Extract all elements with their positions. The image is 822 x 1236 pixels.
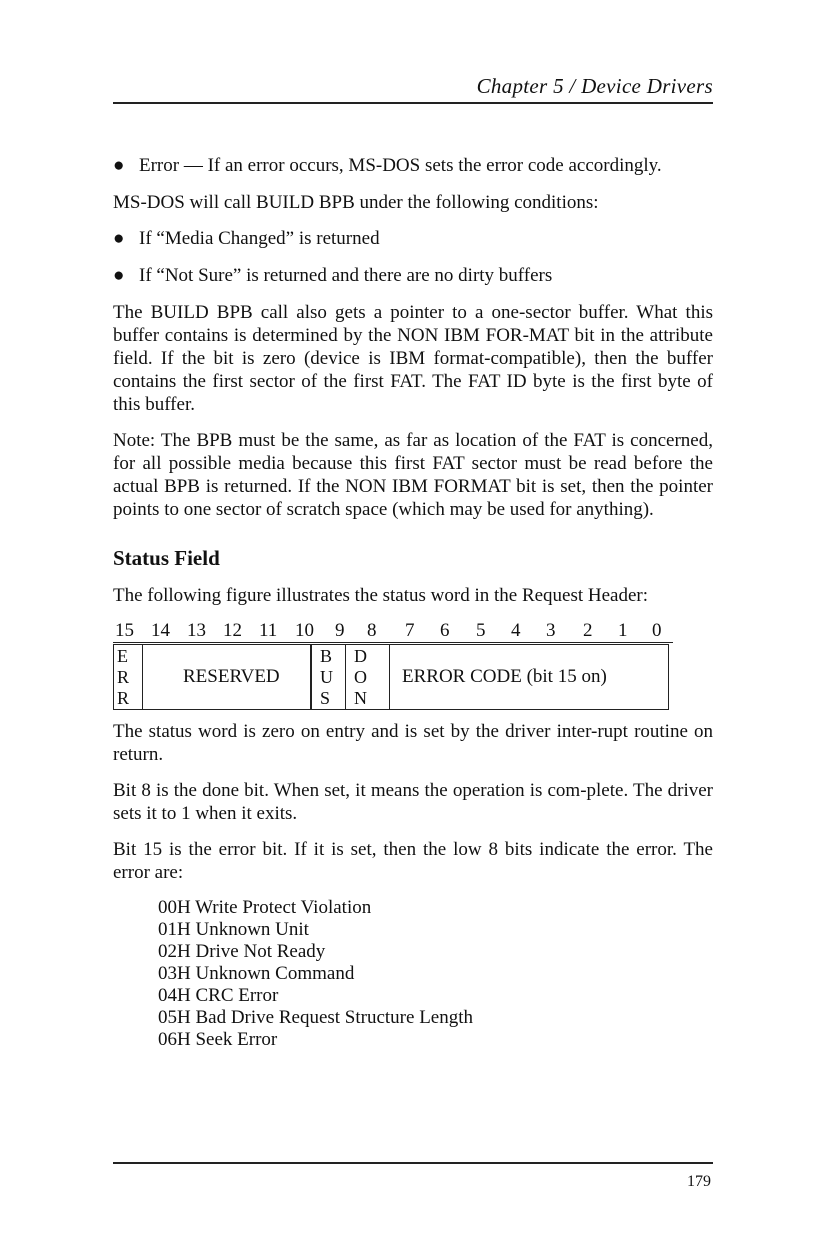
- bit-number: 7: [405, 620, 415, 641]
- list-item: 03H Unknown Command: [158, 963, 355, 984]
- bit-number: 13: [187, 620, 206, 641]
- bullet-item-media-changed: [113, 227, 713, 250]
- list-item: 00H Write Protect Violation: [158, 897, 372, 918]
- bit-number: 5: [476, 620, 486, 641]
- bit-number: 6: [440, 620, 450, 641]
- bullet-item-not-sure: [113, 264, 713, 287]
- paragraph-error-bit: Bit 15 is the error bit. If it is set, then the low 8 bits indicate the error. The error are:: [113, 839, 713, 883]
- bit-field-letter: E: [117, 646, 128, 666]
- paragraph-build-bpb-buffer: The BUILD BPB call also gets a pointer to a one-sector buffer. What this buffer contains is determined by the NON IBM FOR-MAT bit in the attribute field. If the bit is zero (device is IBM format-compatible), then the buffer contains the first sector of the first FAT. The FAT ID byte is the first byte of this buffer.: [113, 302, 713, 415]
- page-number: 179: [687, 1173, 711, 1190]
- status-figure-intro: The following figure illustrates the status word in the Request Header:: [113, 585, 649, 606]
- error-code-list: [158, 897, 713, 1051]
- build-bpb-intro: MS-DOS will call BUILD BPB under the following conditions:: [113, 192, 599, 213]
- bit-number: 2: [583, 620, 593, 641]
- bullet-item-error: [113, 154, 713, 177]
- list-item: 06H Seek Error: [158, 1029, 278, 1050]
- bit-number: 3: [546, 620, 556, 641]
- paragraph-done-bit: Bit 8 is the done bit. When set, it means the operation is com-plete. The driver sets it to 1 when it exits.: [113, 780, 713, 824]
- header-rule: [113, 102, 713, 104]
- bit-number: 8: [367, 620, 377, 641]
- bullet-dot-icon: ●: [113, 155, 125, 176]
- bit-field-err: [113, 644, 143, 710]
- bit-field-letter: B: [320, 646, 333, 666]
- bit-field-bus: [311, 644, 346, 710]
- bit-field-error-code: [389, 644, 669, 710]
- section-heading-status-field: Status Field: [113, 546, 220, 570]
- bullet-dot-icon: ●: [113, 265, 125, 286]
- bullet-text: Error — If an error occurs, MS-DOS sets the error code accordingly.: [139, 155, 662, 176]
- bit-number: 12: [223, 620, 242, 641]
- bit-number: 4: [511, 620, 521, 641]
- paragraph-bpb-note: Note: The BPB must be the same, as far as location of the FAT is concerned, for all possible media because this first FAT sector must be read before the actual BPB is returned. If the NON IBM FORMAT bit is set, then the pointer points to one sector of scratch space (which may be used for anything).: [113, 430, 713, 520]
- list-item: 01H Unknown Unit: [158, 919, 309, 940]
- bit-number: 1: [618, 620, 628, 641]
- bit-field-letter: O: [354, 667, 367, 687]
- bit-field-don: [345, 644, 390, 710]
- bit-number: 11: [259, 620, 278, 641]
- list-item: 05H Bad Drive Request Structure Length: [158, 1007, 474, 1028]
- list-item: 02H Drive Not Ready: [158, 941, 326, 962]
- running-head: Chapter 5 / Device Drivers: [476, 74, 713, 98]
- bit-number: 9: [335, 620, 345, 641]
- bit-number: 15: [115, 620, 134, 641]
- book-page: [113, 0, 713, 1236]
- bit-number: 0: [652, 620, 662, 641]
- footer-rule: [113, 1162, 713, 1164]
- bit-field-letter: R: [117, 667, 130, 687]
- bit-field-letter: U: [320, 667, 333, 687]
- bit-field-reserved: [142, 644, 311, 710]
- bullet-text: If “Not Sure” is returned and there are no dirty buffers: [139, 265, 553, 286]
- paragraph-status-word: The status word is zero on entry and is set by the driver inter-rupt routine on return.: [113, 721, 713, 765]
- bit-field-letter: D: [354, 646, 367, 666]
- bit-number: 14: [151, 620, 170, 641]
- bit-field-letter: S: [320, 688, 331, 708]
- page-body: [113, 154, 713, 1051]
- bit-field-letter: N: [354, 688, 367, 708]
- bit-number-row: [113, 620, 673, 643]
- error-code-label: ERROR CODE (bit 15 on): [402, 666, 607, 687]
- status-word-diagram: [113, 620, 713, 708]
- bullet-text: If “Media Changed” is returned: [139, 228, 380, 249]
- bullet-dot-icon: ●: [113, 228, 125, 249]
- bit-field-letter: R: [117, 688, 130, 708]
- list-item: 04H CRC Error: [158, 985, 279, 1006]
- bit-number: 10: [295, 620, 314, 641]
- reserved-label: RESERVED: [183, 666, 280, 687]
